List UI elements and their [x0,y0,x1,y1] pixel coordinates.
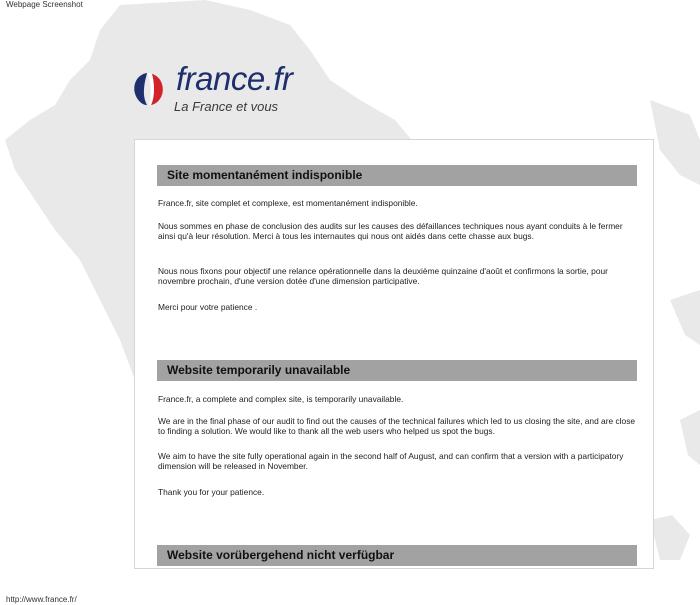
marianne-logo-icon [131,70,169,108]
paragraph-en-1: France.fr, a complete and complex site, is temporarily unavailable. [158,394,404,404]
section-heading-fr: Site momentanément indisponible [157,165,637,186]
paragraph-fr-2: Nous sommes en phase de conclusion des audits sur les causes des défaillances techniques nous ayant conduits à le fermer ainsi qu'à leur résolution. Merci à tous les internautes qui nous ont aidés dans cette chasse aux bugs. [158,221,623,241]
paragraph-en-3: We aim to have the site fully operational again in the second half of August, and can confirm that a version with a participatory dimension will be released in November. [158,451,624,471]
paragraph-en-2: We are in the final phase of our audit to find out the causes of the technical failures which led to us closing the site, and are close to finding a solution. We would like to thank all the web users who helped us spot the bugs. [158,416,636,436]
section-heading-de: Website vorübergehend nicht verfügbar [157,545,637,566]
paragraph-fr-4: Merci pour votre patience . [158,302,258,312]
paragraph-fr-3: Nous nous fixons pour objectif une relance opérationnelle dans la deuxième quinzaine d'août et confirmons la sortie, pour novembre prochain, d'une version dotée d'une dimension participative. [158,266,608,286]
screenshot-caption: Webpage Screenshot [6,0,83,9]
site-logo[interactable] [131,60,301,118]
status-url: http://www.france.fr/ [6,595,77,604]
logo-tagline: La France et vous [174,99,279,114]
paragraph-en-4: Thank you for your patience. [158,487,265,497]
notice-panel [134,139,654,569]
logo-title: france.fr [176,60,293,97]
section-heading-en: Website temporarily unavailable [157,360,637,381]
paragraph-fr-1: France.fr, site complet et complexe, est momentanément indisponible. [158,198,418,208]
